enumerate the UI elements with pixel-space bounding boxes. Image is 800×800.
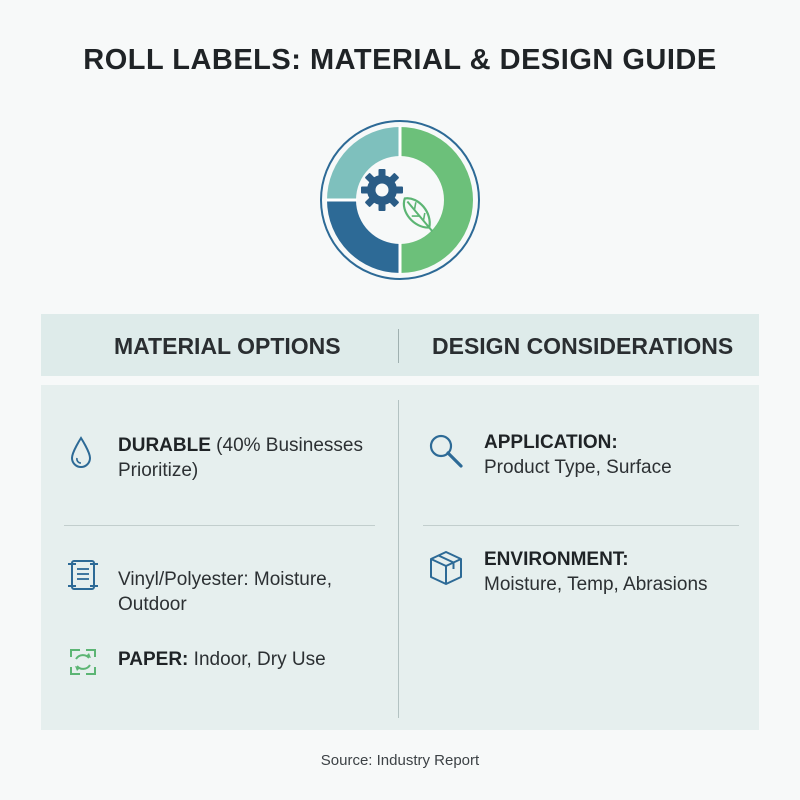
water-drop-icon [69,436,93,470]
magnifier-icon [427,432,465,470]
application-label: APPLICATION: [484,432,618,453]
gear-icon [361,169,403,211]
list-item-paper [118,647,388,672]
vinyl-text: Vinyl/Polyester: Moisture, [118,569,333,590]
paper-text: Indoor, Dry Use [188,649,326,670]
vinyl-text-line2: Outdoor [118,594,187,615]
page-title: ROLL LABELS: MATERIAL & DESIGN GUIDE [83,44,717,76]
durable-label: DURABLE [118,435,211,456]
environment-text: Moisture, Temp, Abrasions [484,574,708,595]
box-icon [427,549,465,587]
application-text: Product Type, Surface [484,457,672,478]
recycle-icon [66,645,100,679]
list-item-vinyl [118,567,388,617]
list-item-environment [484,547,744,597]
list-item-application [484,430,744,480]
list-item-durable [118,433,388,483]
source-note: Source: Industry Report [320,752,480,769]
paper-label: PAPER: [118,649,189,670]
durable-text-line2: Prioritize) [118,460,199,481]
panel-divider [398,400,399,718]
environment-label: ENVIRONMENT: [484,549,629,570]
material-row-divider [64,525,375,526]
design-considerations-heading: DESIGN CONSIDERATIONS [432,333,734,359]
header-divider [398,329,399,363]
design-row-divider [423,525,739,526]
document-icon [66,558,100,592]
logo-ring [318,118,482,282]
durable-text: (40% Businesses [210,435,363,456]
material-options-heading: MATERIAL OPTIONS [114,333,341,359]
